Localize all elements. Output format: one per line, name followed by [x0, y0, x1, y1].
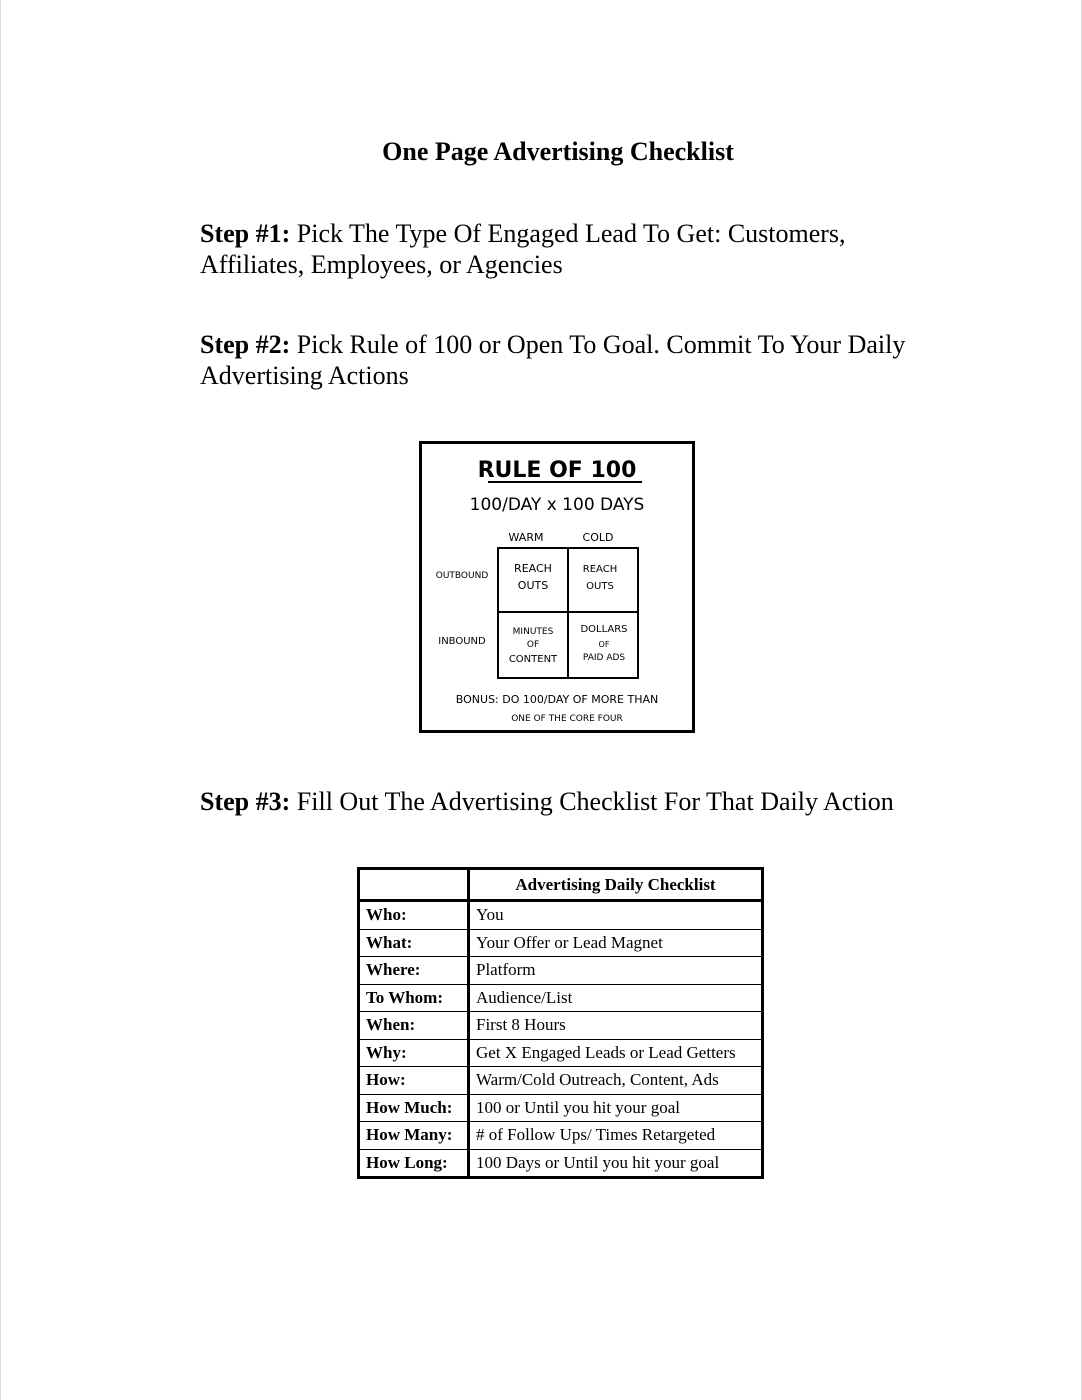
bonus-line-2: ONE OF THE CORE FOUR — [511, 714, 623, 724]
row-key: How Much: — [359, 1094, 469, 1122]
row-value: Warm/Cold Outreach, Content, Ads — [469, 1067, 763, 1095]
row-key: Where: — [359, 957, 469, 985]
table-row — [359, 1012, 763, 1040]
row-inbound-label: INBOUND — [438, 636, 486, 647]
bonus-line-1: BONUS: DO 100/DAY OF MORE THAN — [455, 693, 659, 706]
col-warm-label: WARM — [508, 531, 544, 544]
table-row — [359, 984, 763, 1012]
table-row — [359, 1067, 763, 1095]
checklist-header: Advertising Daily Checklist — [469, 869, 763, 901]
table-row — [359, 901, 763, 930]
table-row — [359, 1094, 763, 1122]
page-title: One Page Advertising Checklist — [382, 137, 734, 166]
step-3 — [200, 786, 960, 817]
step-1 — [200, 218, 920, 280]
step-3-text: Fill Out The Advertising Checklist For That Daily Action — [290, 787, 894, 816]
row-key: How: — [359, 1067, 469, 1095]
row-value: # of Follow Ups/ Times Retargeted — [469, 1122, 763, 1150]
row-value: 100 Days or Until you hit your goal — [469, 1149, 763, 1178]
checklist-header-row — [359, 869, 763, 901]
row-key: How Long: — [359, 1149, 469, 1178]
row-value: Audience/List — [469, 984, 763, 1012]
cell-ic-line1: DOLLARS — [580, 624, 628, 635]
checklist-header-empty — [359, 869, 469, 901]
rule-of-100-sketch — [422, 444, 692, 730]
cell-oc-line1: REACH — [582, 564, 618, 575]
table-row — [359, 1039, 763, 1067]
row-key: When: — [359, 1012, 469, 1040]
row-outbound-label: OUTBOUND — [435, 571, 489, 581]
rule-subheading: 100/DAY x 100 DAYS — [469, 495, 645, 515]
row-value: First 8 Hours — [469, 1012, 763, 1040]
advertising-daily-checklist-table — [357, 867, 764, 1179]
step-2 — [200, 329, 920, 391]
row-value: Your Offer or Lead Magnet — [469, 929, 763, 957]
table-row — [359, 1149, 763, 1178]
row-value: You — [469, 901, 763, 930]
cell-oc-line2: OUTS — [586, 581, 614, 592]
cell-ic-line3: PAID ADS — [582, 653, 626, 663]
row-value: Platform — [469, 957, 763, 985]
cell-iw-line1: MINUTES — [512, 627, 554, 637]
cell-ic-line2: OF — [598, 640, 610, 649]
table-row — [359, 1122, 763, 1150]
row-value: 100 or Until you hit your goal — [469, 1094, 763, 1122]
step-1-label: Step #1: — [200, 219, 291, 248]
step-2-label: Step #2: — [200, 330, 291, 359]
step-3-label: Step #3: — [200, 787, 291, 816]
cell-ow-line1: REACH — [514, 562, 552, 575]
rule-of-100-diagram — [419, 441, 695, 733]
row-key: How Many: — [359, 1122, 469, 1150]
row-key: To Whom: — [359, 984, 469, 1012]
row-key: Who: — [359, 901, 469, 930]
table-row — [359, 957, 763, 985]
page-edge-left — [0, 0, 1, 1400]
row-key: Why: — [359, 1039, 469, 1067]
row-value: Get X Engaged Leads or Lead Getters — [469, 1039, 763, 1067]
cell-iw-line3: CONTENT — [508, 654, 558, 665]
step-2-text: Pick Rule of 100 or Open To Goal. Commit To Your Daily Advertising Actions — [200, 330, 906, 390]
rule-heading: RULE OF 100 — [477, 458, 637, 483]
step-1-text: Pick The Type Of Engaged Lead To Get: Customers, Affiliates, Employees, or Agencies — [200, 219, 846, 279]
row-key: What: — [359, 929, 469, 957]
cell-iw-line2: OF — [526, 640, 540, 650]
col-cold-label: COLD — [582, 531, 614, 544]
table-row — [359, 929, 763, 957]
cell-ow-line2: OUTS — [517, 579, 549, 592]
